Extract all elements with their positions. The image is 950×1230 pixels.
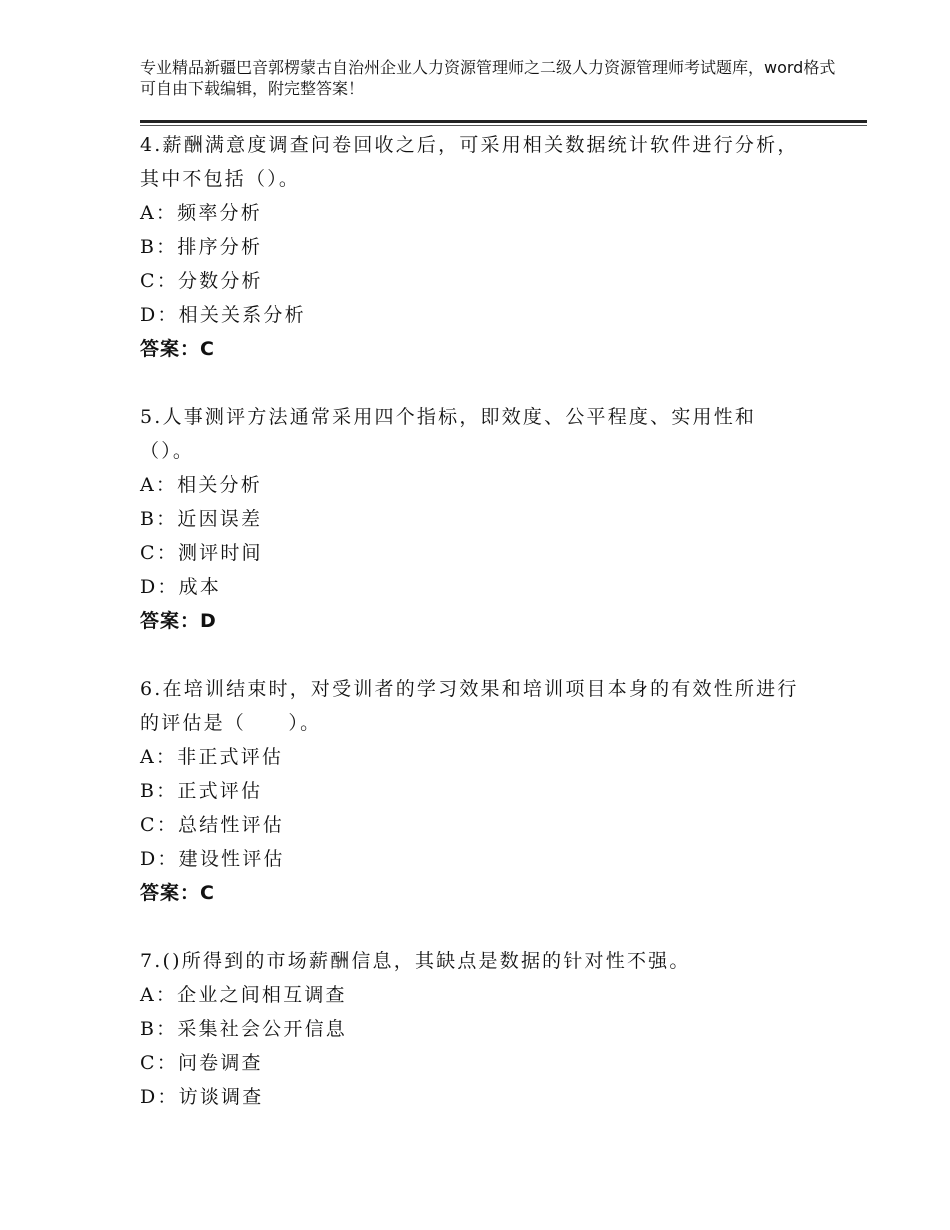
header-divider-thick xyxy=(140,120,867,123)
question-4 xyxy=(140,128,860,366)
question-5 xyxy=(140,400,860,638)
option-c: C：测评时间 xyxy=(140,542,263,564)
option-d: D：建设性评估 xyxy=(140,848,285,870)
question-text: 6.在培训结束时，对受训者的学习效果和培训项目本身的有效性所进行的评估是（ ）。 xyxy=(140,678,799,734)
header-divider-thin xyxy=(140,125,867,126)
option-b: B：近因误差 xyxy=(140,508,263,530)
spacer xyxy=(140,366,860,400)
option-c: C：总结性评估 xyxy=(140,814,284,836)
option-d: D：相关关系分析 xyxy=(140,304,306,326)
option-c: C：分数分析 xyxy=(140,270,263,292)
option-b: B：排序分析 xyxy=(140,236,263,258)
answer: 答案：D xyxy=(140,610,217,632)
option-a: A：相关分析 xyxy=(140,474,262,496)
answer: 答案：C xyxy=(140,338,215,360)
question-7 xyxy=(140,944,860,1114)
question-text: 7.()所得到的市场薪酬信息，其缺点是数据的针对性不强。 xyxy=(140,950,691,972)
spacer xyxy=(140,638,860,672)
option-c: C：问卷调查 xyxy=(140,1052,263,1074)
question-text: 4.薪酬满意度调查问卷回收之后，可采用相关数据统计软件进行分析，其中不包括（）。 xyxy=(140,134,799,190)
spacer xyxy=(140,910,860,944)
answer: 答案：C xyxy=(140,882,215,904)
option-d: D：访谈调查 xyxy=(140,1086,264,1108)
question-text: 5.人事测评方法通常采用四个指标，即效度、公平程度、实用性和（）。 xyxy=(140,406,757,462)
option-a: A：企业之间相互调查 xyxy=(140,984,347,1006)
option-b: B：采集社会公开信息 xyxy=(140,1018,347,1040)
question-list xyxy=(140,128,860,1114)
option-b: B：正式评估 xyxy=(140,780,263,802)
option-d: D：成本 xyxy=(140,576,222,598)
question-6 xyxy=(140,672,860,910)
option-a: A：非正式评估 xyxy=(140,746,284,768)
page-header: 专业精品新疆巴音郭楞蒙古自治州企业人力资源管理师之二级人力资源管理师考试题库，word格式可自由下载编辑，附完整答案！ xyxy=(140,58,836,98)
option-a: A：频率分析 xyxy=(140,202,262,224)
